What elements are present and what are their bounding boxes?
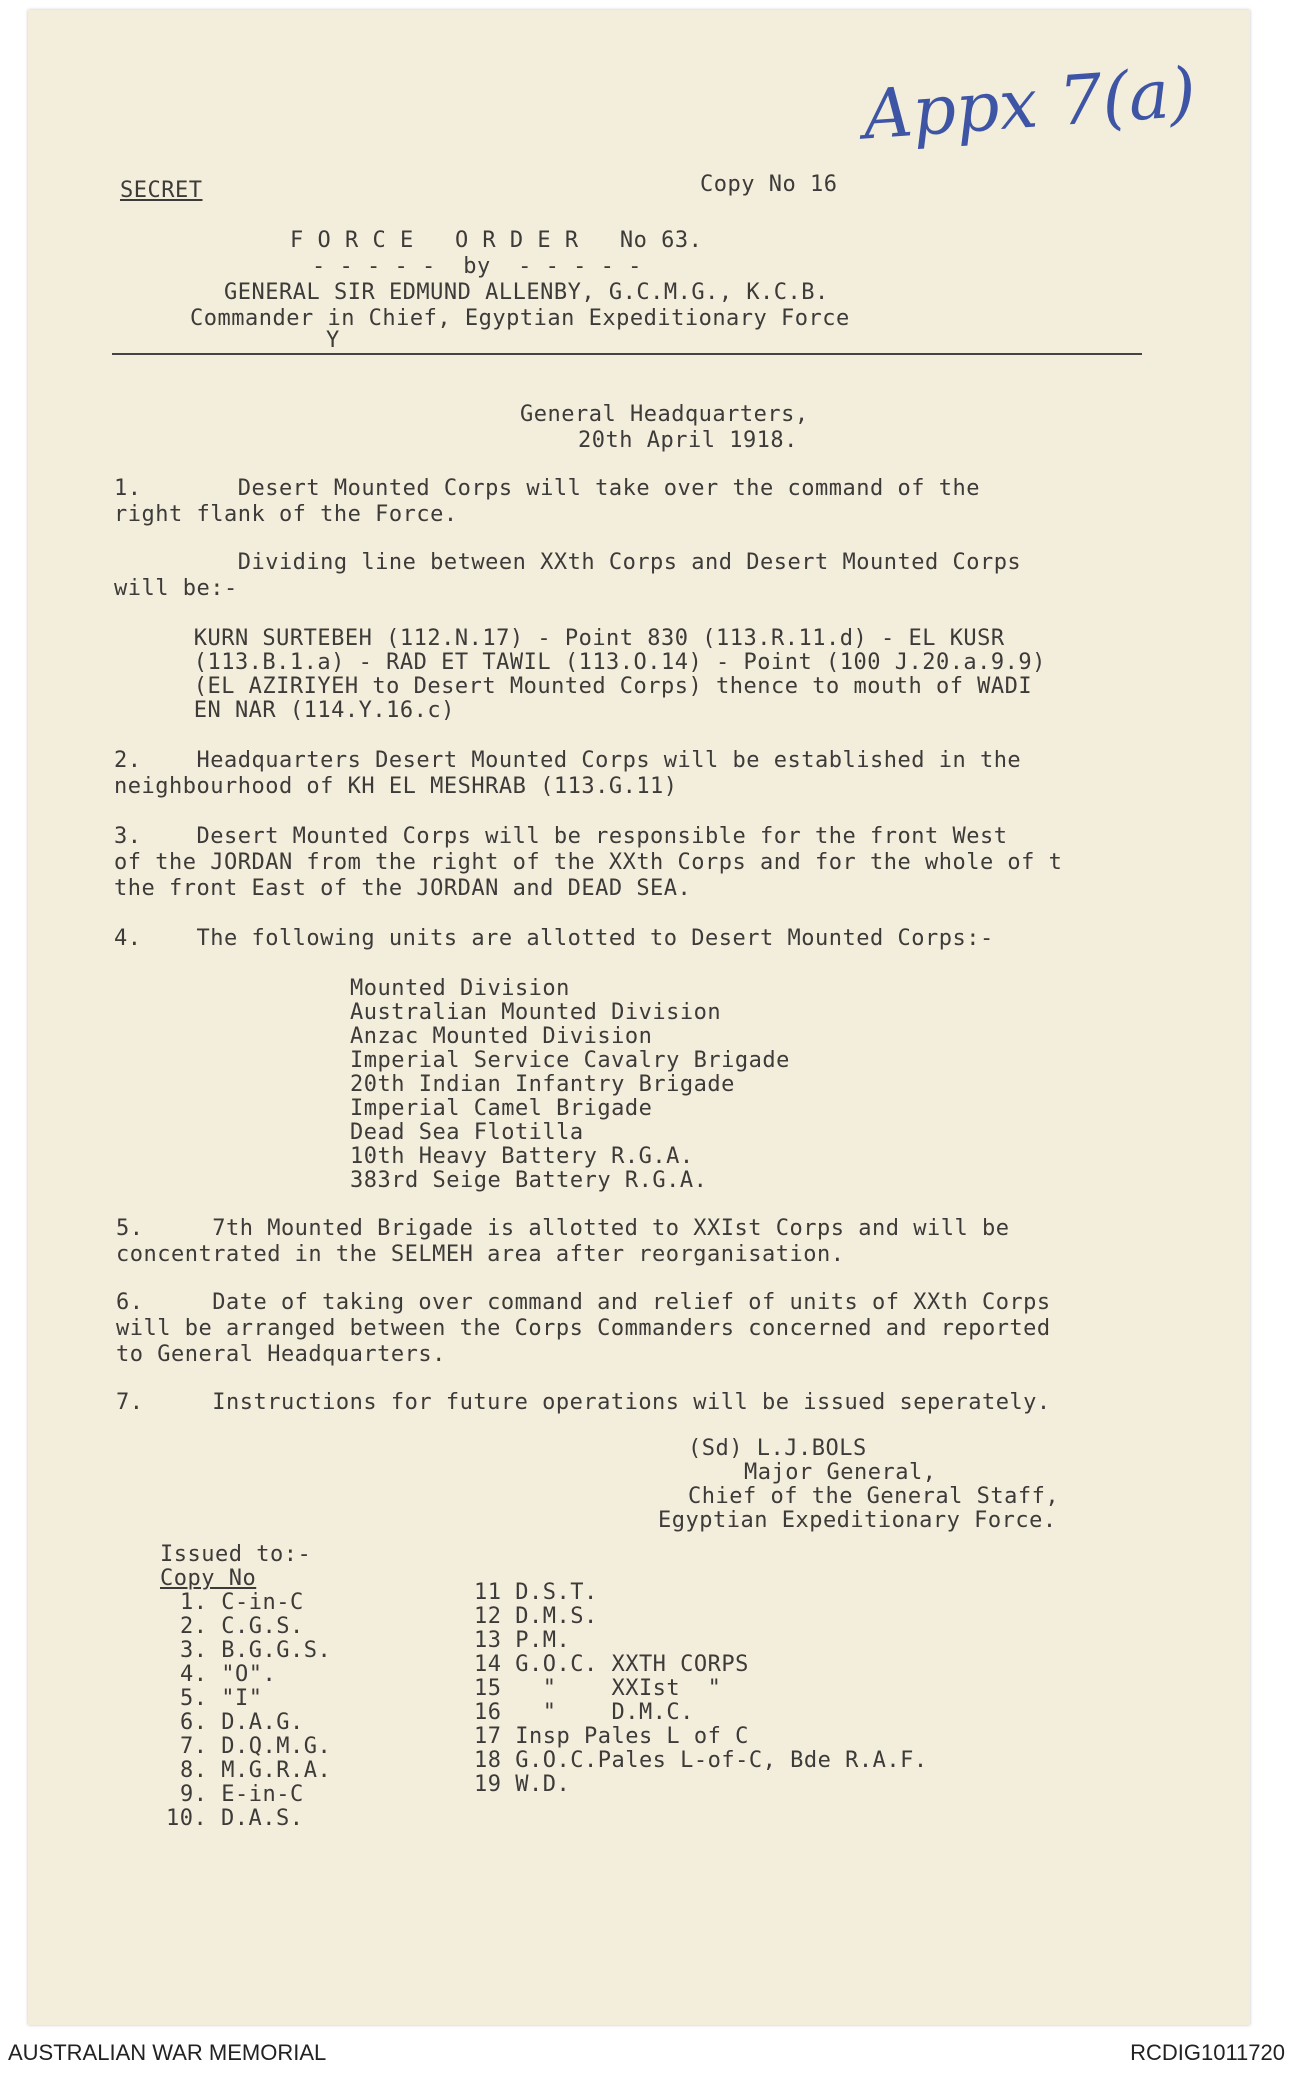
footer-source: AUSTRALIAN WAR MEMORIAL: [8, 2040, 327, 2065]
list-item: 11 D.S.T.: [474, 1580, 598, 1605]
list-item: 5. "I": [180, 1686, 263, 1711]
paragraph-7: 7. Instructions for future operations will be issued seperately.: [116, 1390, 1051, 1415]
list-item: 4. "O".: [180, 1662, 277, 1687]
document-page: Appx 7(a) SECRET Copy No 16 F O R C E O R D E R No 63. - - - - - by - - - - - GENERAL SIR EDMUND ALLENBY, G.C.M.G., K.C.B. Commander in Chief, Egyptian Expeditionary Force Y General Headquarters, 20th April 1918. 1. Desert Mounted Corps will take over the command of the right flank of the Force. Dividing line between XXth Corps and Desert Mounted Corps will be:- KURN SURTEBEH (112.N.17) - Point 830 (113.R.11.d) - EL KUSR (113.B.1.a) - RAD ET TAWIL (113.O.14) - Point (100 J.20.a.9.9) (EL AZIRIYEH to Desert Mounted Corps) thence to mouth of WADI EN NAR (114.Y.16.c) 2. Headquarters Desert Mounted Corps will be established in the neighbourhood of KH EL MESHRAB (113.G.11) 3. Desert Mounted Corps will be responsible for the front West of the JORDAN from the right of the XXth Corps and for the whole of t the front East of the JORDAN and DEAD SEA. 4. The following units are allotted to Desert Mounted Corps:- Mounted Division Australian Mounted Division Anzac Mounted Division Imperial Service Cavalry Brigade 20th Indian Infantry Brigade Imperial Camel Brigade Dead Sea Flotilla 10th Heavy Battery R.G.A. 383rd Seige Battery R.G.A. 5. 7th Mounted Brigade is allotted to XXIst Corps and will be concentrated in the SELMEH area after reorganisation. 6. Date of taking over command and relief of units of XXth Corps will be arranged between the Corps Commanders concerned and reported to General Headquarters. 7. Instructions for future operations will be issued seperately. (Sd) L.J.BOLS Major General, Chief of the General Staff, Egyptian Expeditionary Force. Issued to:- Copy No 1. C-in-C 2. C.G.S. 3. B.G.G.S. 4. "O". 5. "I" 6. D.A.G. 7. D.Q.M.G. 8. M.G.R.A. 9. E-in-C 10. D.A.S. 11 D.S.T. 12 D.M.S. 13 P.M. 14 G.O.C. XXTH CORPS 15 " XXIst " 16 " D.M.C. 17 Insp Pales L of C 18 G.O.C.Pales L-of-C, Bde R.A.F. 19 W.D.: [28, 10, 1250, 2025]
place-line-1: General Headquarters,: [520, 402, 809, 427]
list-item: 18 G.O.C.Pales L-of-C, Bde R.A.F.: [474, 1748, 928, 1773]
place-line-2: 20th April 1918.: [578, 428, 798, 453]
list-item: 19 W.D.: [474, 1772, 571, 1797]
issued-to-title: Issued to:-: [160, 1542, 312, 1567]
copy-no-heading: Copy No: [160, 1566, 257, 1591]
list-item: 10th Heavy Battery R.G.A.: [350, 1144, 694, 1169]
list-item: 2. C.G.S.: [180, 1614, 304, 1639]
list-item: Imperial Camel Brigade: [350, 1096, 653, 1121]
list-item: 8. M.G.R.A.: [180, 1758, 332, 1783]
list-item: Dead Sea Flotilla: [350, 1120, 584, 1145]
list-item: 20th Indian Infantry Brigade: [350, 1072, 735, 1097]
list-item: 17 Insp Pales L of C: [474, 1724, 749, 1749]
footer-id: RCDIG1011720: [1130, 2040, 1285, 2065]
secret-label: SECRET: [120, 178, 203, 203]
list-item: 1. C-in-C: [180, 1590, 304, 1615]
general-name: GENERAL SIR EDMUND ALLENBY, G.C.M.G., K.C.B.: [224, 280, 829, 305]
paragraph-4: 4. The following units are allotted to Desert Mounted Corps:-: [114, 926, 994, 951]
list-item: Mounted Division: [350, 976, 570, 1001]
list-item: 10. D.A.S.: [166, 1806, 304, 1831]
list-item: Australian Mounted Division: [350, 1000, 722, 1025]
copy-number: Copy No 16: [700, 172, 838, 197]
list-item: 14 G.O.C. XXTH CORPS: [474, 1652, 749, 1677]
order-by: - - - - - by - - - - -: [312, 254, 642, 279]
header-rule: [112, 353, 1142, 355]
list-item: Anzac Mounted Division: [350, 1024, 653, 1049]
margin-mark: Y: [326, 328, 340, 353]
list-item: Imperial Service Cavalry Brigade: [350, 1048, 790, 1073]
list-item: 7. D.Q.M.G.: [180, 1734, 332, 1759]
handwritten-annotation: Appx 7(a): [860, 53, 1199, 156]
list-item: 6. D.A.G.: [180, 1710, 304, 1735]
list-item: 3. B.G.G.S.: [180, 1638, 332, 1663]
list-item: 16 " D.M.C.: [474, 1700, 694, 1725]
commander-title: Commander in Chief, Egyptian Expeditionary Force: [190, 306, 850, 331]
list-item: 12 D.M.S.: [474, 1604, 598, 1629]
order-title: F O R C E O R D E R No 63.: [290, 228, 703, 253]
list-item: 15 " XXIst ": [474, 1676, 722, 1701]
list-item: 9. E-in-C: [180, 1782, 304, 1807]
list-item: 13 P.M.: [474, 1628, 571, 1653]
list-item: 383rd Seige Battery R.G.A.: [350, 1168, 708, 1193]
